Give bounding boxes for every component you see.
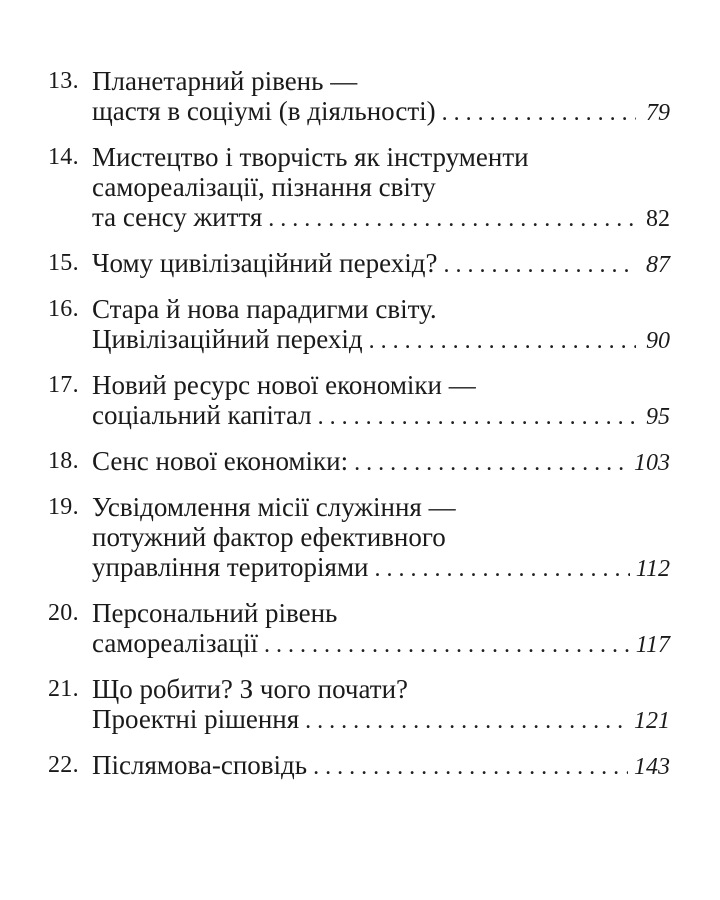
dot-leader [305,706,628,736]
toc-entry-14 [48,142,670,234]
dot-leader [268,204,636,234]
entry-title-line: Цивілізаційний перехід [92,324,363,354]
entry-number: 22. [48,752,79,778]
dot-leader [264,630,630,660]
table-of-contents [48,66,670,782]
dot-leader [442,98,636,128]
dot-leader [354,448,628,478]
entry-title-line: Персональний рівень [92,598,338,628]
toc-entry-19 [48,492,670,584]
page-number: 82 [646,206,670,232]
page-number: 90 [646,328,670,354]
entry-body [92,370,670,432]
entry-last-line [92,750,670,782]
page-number: 103 [634,450,670,476]
dot-leader [443,250,636,280]
toc-entry-15 [48,248,670,280]
page-number: 79 [646,100,670,126]
entry-last-line [92,400,670,432]
entry-number: 19. [48,494,79,520]
dot-leader [318,402,636,432]
entry-title-line: Новий ресурс нової економіки — [92,370,476,400]
entry-title-line: та сенсу життя [92,202,263,232]
entry-body [92,142,670,234]
page-number: 143 [634,754,670,780]
entry-title-line: самореалізації [92,628,258,658]
entry-body [92,446,670,478]
entry-body [92,492,670,584]
entry-title-line: Що робити? З чого почати? [92,674,409,704]
entry-body [92,248,670,280]
dot-leader [313,752,628,782]
entry-last-line [92,446,670,478]
entry-title-line: Сенс нової економіки: [92,446,349,476]
toc-entry-20 [48,598,670,660]
entry-title-line: самореалізації, пізнання світу [92,172,436,202]
page-number: 117 [635,632,670,658]
entry-number: 13. [48,68,79,94]
entry-title-line: управління територіями [92,552,369,582]
entry-body [92,66,670,128]
toc-entry-18 [48,446,670,478]
page-number: 112 [635,556,670,582]
entry-title-line: Усвідомлення місії служіння — [92,492,456,522]
entry-title-line: Мистецтво і творчість як інструменти [92,142,529,172]
entry-title-line: Стара й нова парадигми світу. [92,294,437,324]
entry-body [92,294,670,356]
entry-number: 15. [48,250,79,276]
entry-number: 14. [48,144,79,170]
entry-title-line: щастя в соціумі (в діяльності) [92,96,436,126]
page-number: 87 [646,252,670,278]
entry-body [92,750,670,782]
entry-last-line [92,96,670,128]
entry-number: 20. [48,600,79,626]
entry-last-line [92,704,670,736]
entry-last-line [92,248,670,280]
entry-number: 16. [48,296,79,322]
entry-title-line: Планетарний рівень — [92,66,358,96]
entry-number: 18. [48,448,79,474]
entry-title-line: потужний фактор ефективного [92,522,446,552]
page-number: 121 [634,708,670,734]
entry-title-line: соціальний капітал [92,400,312,430]
entry-last-line [92,202,670,234]
toc-entry-13 [48,66,670,128]
entry-title-line: Чому цивілізаційний перехід? [92,248,438,278]
toc-entry-21 [48,674,670,736]
entry-title-line: Проектні рішення [92,704,300,734]
toc-entry-17 [48,370,670,432]
entry-body [92,674,670,736]
entry-last-line [92,324,670,356]
entry-number: 21. [48,676,79,702]
toc-entry-16 [48,294,670,356]
page-number: 95 [646,404,670,430]
dot-leader [369,326,636,356]
entry-number: 17. [48,372,79,398]
dot-leader [375,554,630,584]
entry-last-line [92,552,670,584]
toc-entry-22 [48,750,670,782]
entry-title-line: Післямова-сповідь [92,750,308,780]
entry-body [92,598,670,660]
entry-last-line [92,628,670,660]
